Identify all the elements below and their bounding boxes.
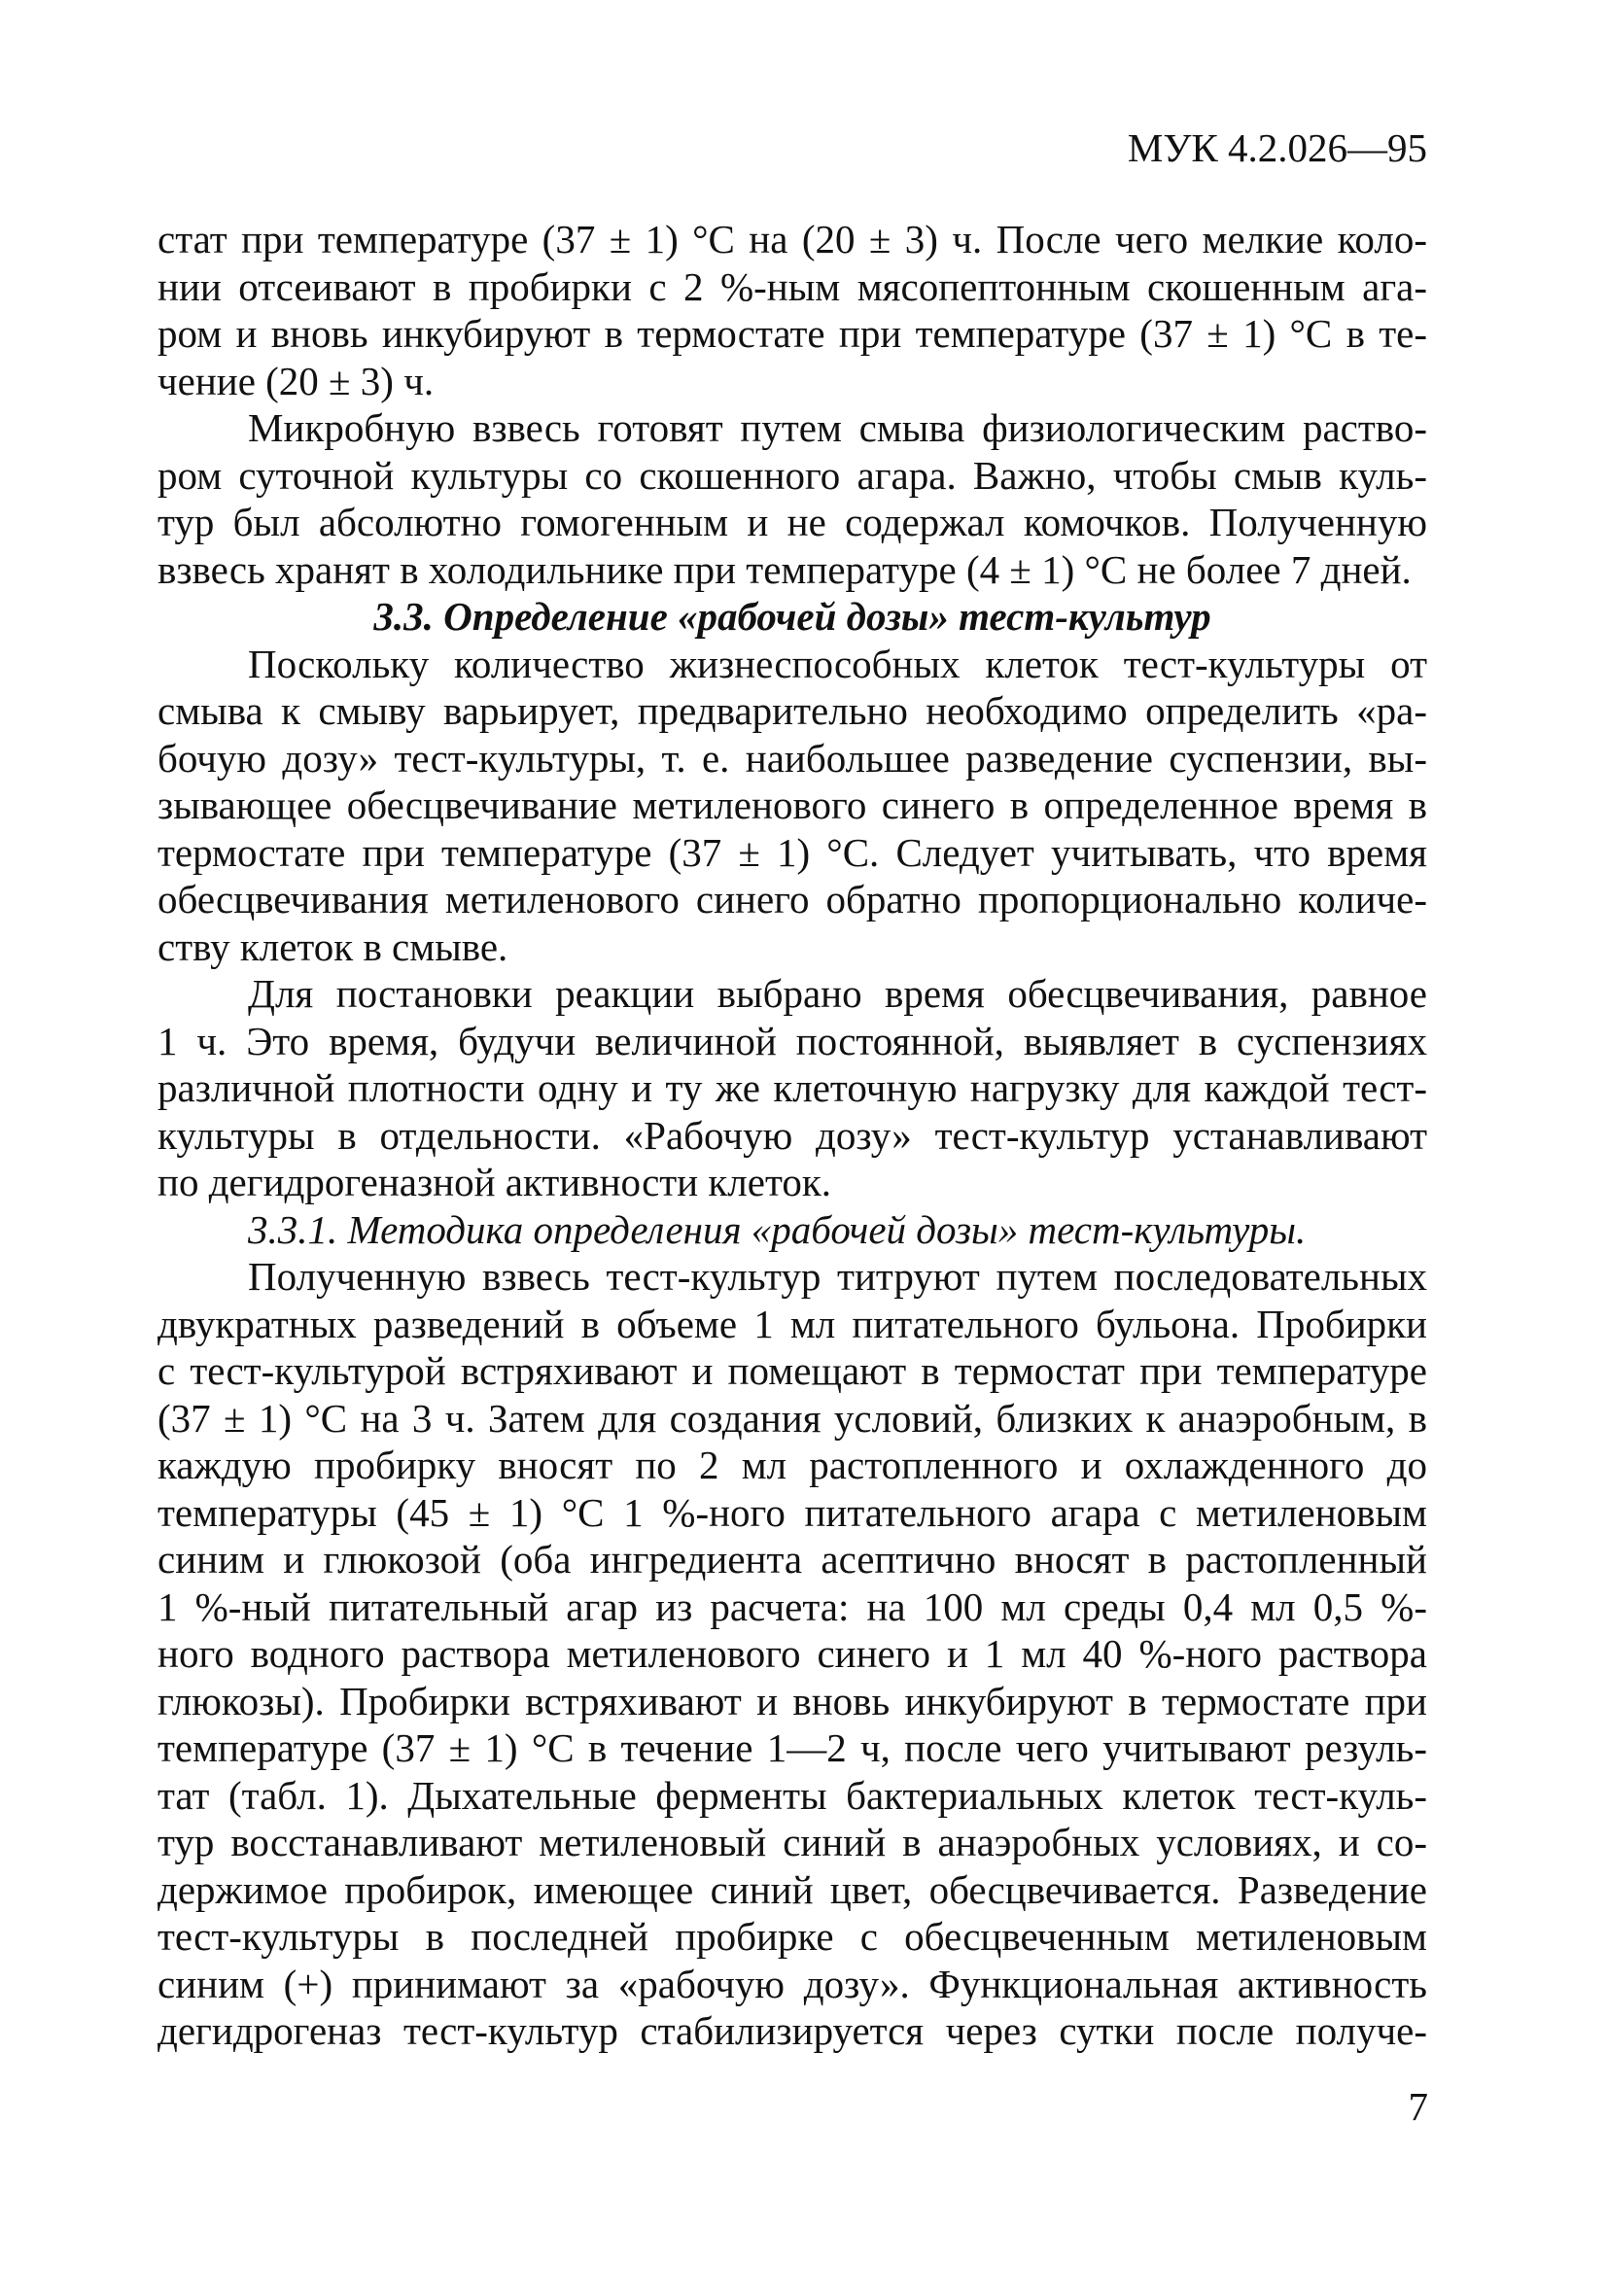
text-line: смыва к смыву варьирует, предварительно необходимо определить «ра- [157,688,1427,733]
text-line: тест-культуры в последней пробирке с обесцвеченным метиленовым [157,1914,1427,1959]
paragraph-method [157,1253,1427,2055]
text-line: тур восстанавливают метиленовый синий в анаэробных условиях, и со- [157,1820,1427,1864]
text-line: ству клеток в смыве. [157,923,508,969]
text-line: обесцвечивания метиленового синего обратно пропорционально количе- [157,877,1427,922]
paragraph-cultivation [157,216,1427,404]
page-body [157,216,1427,2055]
text-line: зывающее обесцвечивание метиленового синего в определенное время в [157,783,1427,827]
page-number: 7 [1408,2084,1428,2129]
document-code-header: МУК 4.2.026—95 [1127,125,1427,170]
text-line: чение (20 ± 3) ч. [157,358,435,403]
text-line: с тест-культурой встряхивают и помещают в термостат при температуре [157,1348,1427,1393]
text-line: 1 ч. Это время, будучи величиной постоянной, выявляет в суспензиях [157,1018,1427,1063]
text-line: держимое пробирок, имеющее синий цвет, обесцвечивается. Разведение [157,1866,1427,1912]
text-line: 1 %-ный питательный агар из расчета: на 100 мл среды 0,4 мл 0,5 %- [157,1583,1427,1629]
text-line: температуры (45 ± 1) °С 1 %-ного питательного агара с метиленовым [157,1489,1427,1535]
paragraph-decolorization-time [157,970,1427,1206]
text-line: дегидрогеназ тест-культур стабилизируется через сутки после получе- [157,2008,1427,2053]
paragraph-microbial-suspension [157,404,1427,593]
text-line: Поскольку количество жизнеспособных клеток тест-культуры от [248,641,1427,686]
text-line: тат (табл. 1). Дыхательные ферменты бактериальных клеток тест-куль- [157,1772,1427,1818]
text-line: ного водного раствора метиленового синего и 1 мл 40 %-ного раствора [157,1631,1427,1676]
text-line: каждую пробирку вносят по 2 мл растопленного и охлажденного до [157,1443,1427,1487]
text-line: нии отсеивают в пробирки с 2 %-ным мясопептонным скошенным ага- [157,263,1427,309]
text-line: тур был абсолютно гомогенным и не содержал комочков. Полученную [157,500,1427,544]
text-line: культуры в отдельности. «Рабочую дозу» тест-культур устанавливают [157,1112,1427,1158]
text-line: бочую дозу» тест-культуры, т. е. наибольшее разведение суспензии, вы- [157,735,1427,781]
text-line: Полученную взвесь тест-культур титруют путем последовательных [248,1254,1427,1299]
text-line: Микробную взвесь готовят путем смыва физиологическим раство- [248,405,1427,450]
text-line: (37 ± 1) °С на 3 ч. Затем для создания условий, близких к анаэробным, в [157,1395,1427,1441]
text-line: по дегидрогеназной активности клеток. [157,1160,831,1204]
paragraph-working-dose-intro [157,641,1427,971]
text-line: ром суточной культуры со скошенного агара. Важно, чтобы смыв куль- [157,452,1427,498]
text-line: термостате при температуре (37 ± 1) °С. Следует учитывать, что время [157,829,1427,875]
text-line: ром и вновь инкубируют в термостате при температуре (37 ± 1) °С в те- [157,311,1427,356]
text-line: синим и глюкозой (оба ингредиента асептично вносят в растопленный [157,1537,1427,1582]
subsection-heading: 3.3.1. Методика определения «рабочей дозы» тест-культуры. [248,1206,1307,1252]
text-line: температуре (37 ± 1) °С в течение 1—2 ч, после чего учитывают резуль- [157,1725,1427,1770]
text-line: стат при температуре (37 ± 1) °С на (20 ± 3) ч. После чего мелкие коло- [157,217,1427,261]
text-line: различной плотности одну и ту же клеточную нагрузку для каждой тест- [157,1065,1427,1110]
text-line: глюкозы). Пробирки встряхивают и вновь инкубируют в термостате при [157,1678,1427,1723]
text-line: двукратных разведений в объеме 1 мл питательного бульона. Пробирки [157,1301,1427,1346]
text-line: Для постановки реакции выбрано время обесцвечивания, равное [248,971,1427,1016]
text-line: взвесь хранят в холодильнике при температуре (4 ± 1) °С не более 7 дней. [157,546,1412,592]
text-line: синим (+) принимают за «рабочую дозу». Функциональная активность [157,1961,1427,2006]
section-heading: 3.3. Определение «рабочей дозы» тест-культур [373,594,1211,639]
